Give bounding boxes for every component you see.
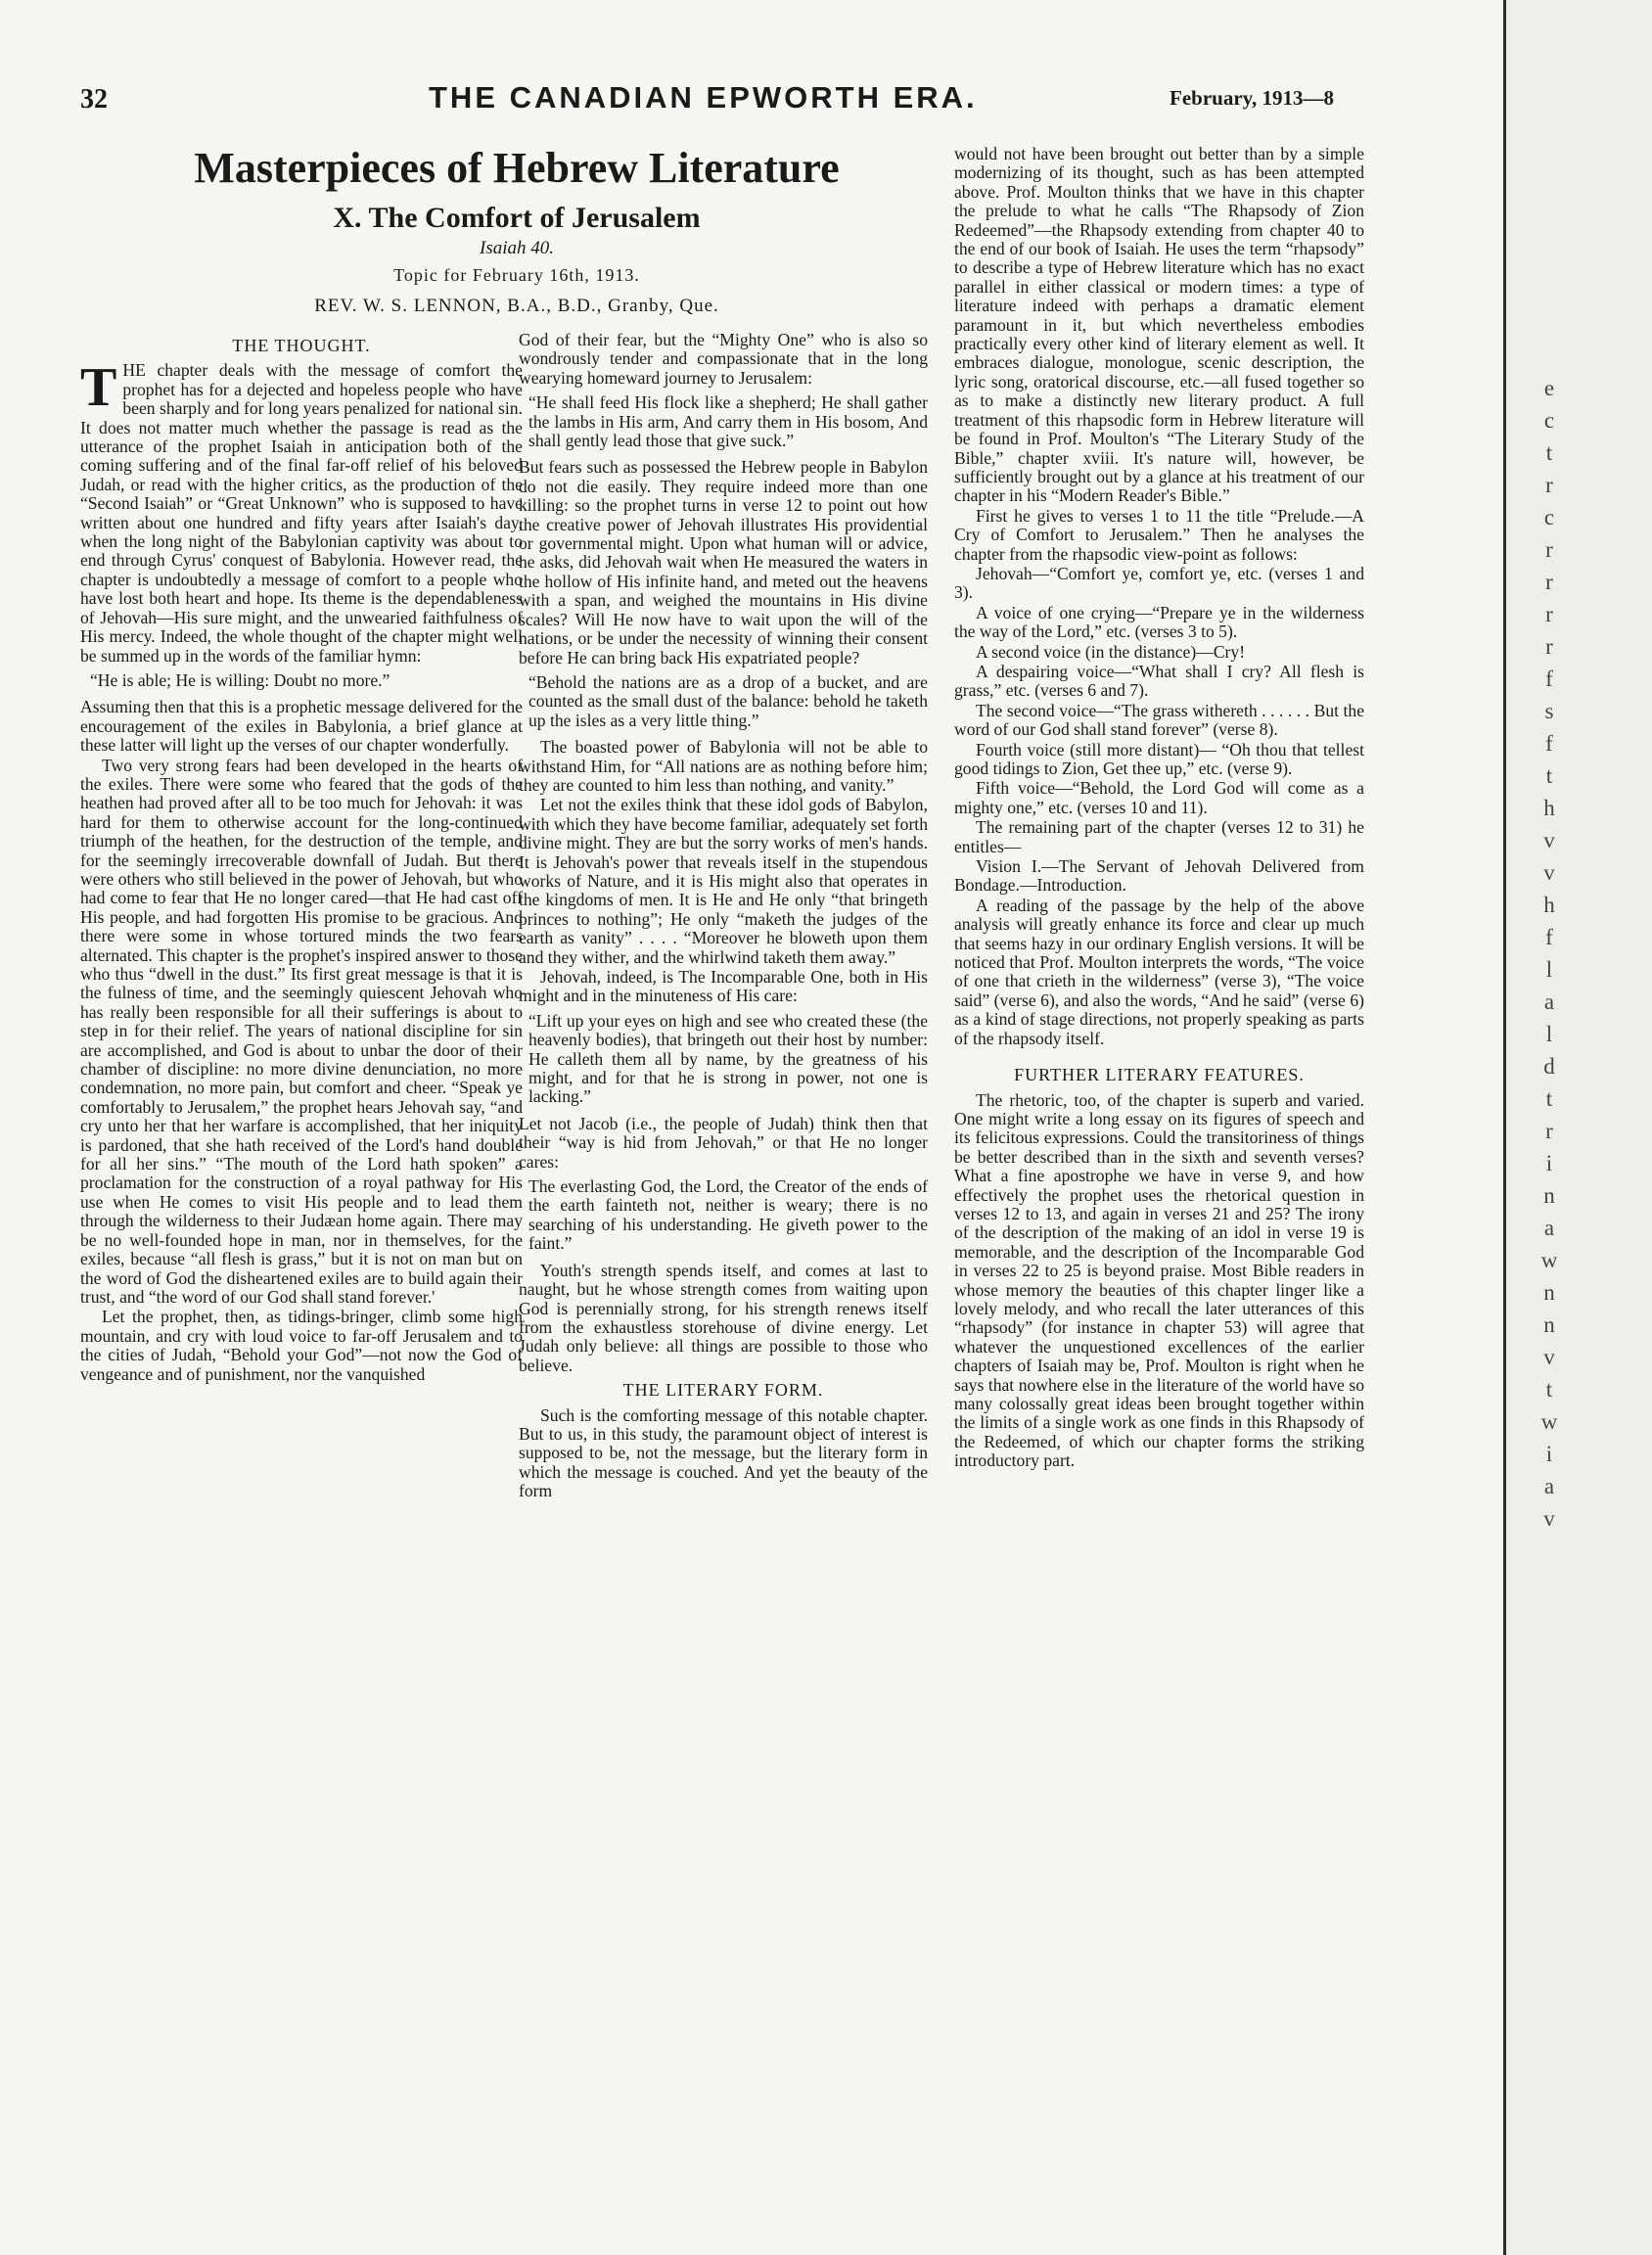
topic-line: Topic for February 16th, 1913. <box>393 265 640 285</box>
facing-page-letters: e c t r c r r r r f s f t h v v h f l a l d t r i n a w n n v t w i a v <box>1540 376 1558 1531</box>
quote-text: “Behold the nations are as a drop of a bucket, and are counted as the small dust of the balance: behold he taketh up the isles as a very little thing.” <box>528 671 928 730</box>
hymn-quote <box>80 671 523 690</box>
paragraph: Jehovah, indeed, is The Incomparable One, both in His might and in the minuteness of His care: <box>519 967 928 1006</box>
scripture-quote <box>519 673 928 730</box>
paragraph: But fears such as possessed the Hebrew people in Babylon do not die easily. They require indeed more than one killing: so the prophet turns in verse 12 to point out how the creative power of Jehovah illustrates His providential or governmental might. Upon what human will or advice, he asks, did Jehovah wait when He measured the waters in the hollow of His infinite hand, and meted out the heavens with a span, and weighed the mountains in His divine scales? Will He now have to wait upon the will of the nations, or be under the necessity of winning their consent before He can bring back His expatriated people? <box>519 457 928 667</box>
section-heading-further-features: FURTHER LITERARY FEATURES. <box>1014 1065 1305 1085</box>
analysis-line: A second voice (in the distance)—Cry! <box>976 641 1246 662</box>
analysis-line: A despairing voice—“What shall I cry? All flesh is grass,” etc. (verses 6 and 7). <box>954 661 1364 701</box>
paragraph: The boasted power of Babylonia will not be able to withstand Him, for “All nations are as nothing before him; they are counted to him less than nothing, and vanity.” <box>519 737 928 795</box>
section-heading-literary-form: THE LITERARY FORM. <box>622 1380 824 1401</box>
section-heading-thought: THE THOUGHT. <box>232 336 371 355</box>
issue-date: February, 1913—8 <box>1170 86 1334 110</box>
page-number: 32 <box>80 84 108 115</box>
scripture-quote <box>519 393 928 450</box>
scripture-quote <box>519 1177 928 1254</box>
quote-text: “He shall feed His flock like a shepherd; He shall gather the lambs in His arm, And carry them in His bosom, And shall gently lead those that give suck.” <box>528 392 928 451</box>
paragraph: Such is the comforting message of this notable chapter. But to us, in this study, the paramount object of interest is supposed to be, not the message, but the literary form in which the message is couched. And yet the beauty of the form <box>519 1404 928 1501</box>
author-line: REV. W. S. LENNON, B.A., B.D., Granby, Que. <box>314 296 719 316</box>
paragraph <box>80 357 523 666</box>
analysis-line: A voice of one crying—“Prepare ye in the wilderness the way of the Lord,” etc. (verses 3 to 5). <box>954 602 1364 642</box>
column-3 <box>954 145 1364 1472</box>
paragraph: Two very strong fears had been developed in the hearts of the exiles. There were some who feared that the gods of the heathen had proved after all to be too much for Jehovah: it was hard for them to otherwise account for the long-continued triumph of the heathen, for the destruction of the temple, and for the seemingly irrecoverable downfall of Judah. But there were others who still believed in the power of Jehovah, but who had come to fear that He no longer cared—that He had cast off His people, and had forgotten His promise to be gracious. And there were some in whose tortured minds the two fears alternated. This chapter is the prophet's inspired answer to those who thus “dwell in the dust.” Its first great message is that it is the fulness of time, and the seemingly quiescent Jehovah who has really been responsible for all their sufferings is about to step in for their relief. The years of national discipline for sin are accomplished, and God is about to unbar the door of their chamber of discipline: no more divine denunciation, no more condemnation, no more pain, but comfort and cheer. “Speak ye comfortably to Jerusalem,” the prophet hears Jehovah say, “and cry unto her that her warfare is accomplished, that her iniquity is pardoned, that she hath received of the Lord's hand double for all her sins.” “The mouth of the Lord hath spoken” a proclamation for the construction of a royal pathway for His use when He comes to visit His people and to lead them through the wilderness to their Judæan home again. There may be no well-founded hope in man, nor in themselves, for the exiles, because “all flesh is grass,” but it is not on man but on the word of God the disheartened exiles are to build again their trust, and “the word of our God shall stand forever.' <box>80 755 523 1307</box>
paragraph: Let the prophet, then, as tidings-bringer, climb some high mountain, and cry with loud voice to far-off Jerusalem and to the cities of Judah, “Behold your God”—not now the God of vengeance and of punishment, nor the vanquished <box>80 1307 523 1384</box>
journal-title: THE CANADIAN EPWORTH ERA. <box>429 80 978 115</box>
column-2 <box>519 331 928 1502</box>
paragraph: The remaining part of the chapter (verses 12 to 31) he entitles— <box>954 817 1364 856</box>
running-header <box>80 80 1353 123</box>
paragraph: First he gives to verses 1 to 11 the title “Prelude.—A Cry of Comfort to Jerusalem.” Then he analyses the chapter from the rhapsodic view-point as follows: <box>954 505 1364 564</box>
analysis-line: Fourth voice (still more distant)— “Oh thou that tellest good tidings to Zion, Get thee up,” etc. (verse 9). <box>954 739 1364 778</box>
analysis-line: Fifth voice—“Behold, the Lord God will come as a mighty one,” etc. (verses 10 and 11). <box>954 778 1364 817</box>
paragraph-text: HE chapter deals with the message of comfort the prophet has for a dejected and hopeless people who have been sharply and for long years penalized for national sin. It does not matter much whether the passage is read as the utterance of the prophet Isaiah in anticipation both of the coming suffering and of the final far-off relief of his beloved Judah, or read with the higher critics, as the production of the “Second Isaiah” or “Great Unknown” who is supposed to have written about one hundred and fifty years after Isaiah's day, when the long night of the Babylonian captivity was about to end through Cyrus' conquest of Babylonia. However read, the chapter is undoubtedly a message of comfort to a people who have lost both heart and hope. Its theme is the dependableness of Jehovah—His sure might, and the unwearied faithfulness of His mercy. Indeed, the whole thought of the chapter might well be summed up in the words of the familiar hymn: <box>80 360 523 666</box>
paragraph: Vision I.—The Servant of Jehovah Delivered from Bondage.—Introduction. <box>954 856 1364 896</box>
scripture-quote <box>519 1012 928 1107</box>
paragraph: Assuming then that this is a prophetic message delivered for the encouragement of the exiles in Babylonia, a brief glance at these latter will light up the verses of our chapter wonderfully. <box>80 697 523 756</box>
article-title: Masterpieces of Hebrew Literature <box>194 144 840 192</box>
facing-page-edge <box>1503 0 1652 2255</box>
scripture-reference: Isaiah 40. <box>480 238 554 258</box>
paragraph: Let not the exiles think that these idol gods of Babylon, with which they have become familiar, adequately set forth divine might. They are but the sorry works of men's hands. It is Jehovah's power that reveals itself in the stupendous works of Nature, and it is His might also that operates in the kingdoms of men. It is He and He only “that bringeth princes to nothing”; He only “maketh the judges of the earth as vanity” . . . . “Moreover he bloweth upon them and they wither, and the whirlwind taketh them away.” <box>519 795 928 967</box>
column-1 <box>80 331 523 1385</box>
analysis-line: The second voice—“The grass withereth . . . . . . But the word of our God shall stand forever” (verse 8). <box>954 700 1364 740</box>
quote-text: “Lift up your eyes on high and see who created these (the heavenly bodies), that bringeth out their host by number: He calleth them all by name, by the greatness of his might, and for that he is strong in power, not one is lacking.” <box>528 1010 928 1107</box>
article-subtitle: X. The Comfort of Jerusalem <box>333 202 701 234</box>
paragraph: Youth's strength spends itself, and comes at last to naught, but he whose strength comes from waiting upon God is perennially strong, for his strength renews itself from the exhaustless storehouse of divine energy. Let Judah only believe: all things are possible to those who believe. <box>519 1260 928 1375</box>
hymn-text: “He is able; He is willing: Doubt no more.” <box>90 669 390 690</box>
paragraph: would not have been brought out better than by a simple modernizing of its thought, such as has been attempted above. Prof. Moulton thinks that we have in this chapter the prelude to what he calls “The Rhapsody of Zion Redeemed”—the Rhapsody extending from chapter 40 to the end of our book of Isaiah. He uses the term “rhapsody” to describe a type of Hebrew literature which has no exact parallel in either classical or modern times: a type of literature indeed with perhaps a dramatic element paramount in it, but which nevertheless embodies practically every other kind of literary element as well. It embraces dialogue, monologue, scenic description, the lyric song, oratorical discourse, etc.—all fused together so as to make a distinctly new literary product. A full treatment of this rhapsodic form in Hebrew literature will be found in Prof. Moulton's “The Literary Study of the Bible,” chapter xviii. It's nature will, however, be sufficiently brought out by a glance at his treatment of our chapter in his “Modern Reader's Bible.” <box>954 144 1364 506</box>
paragraph: The rhetoric, too, of the chapter is superb and varied. One might write a long essay on its figures of speech and its felicitous expressions. Could the transitoriness of things be better described than in the sixth and seventh verses? What a fine apostrophe we have in verse 9, and how effectively the prophet uses the rhetorical question in verses 12 to 13, and again in verses 21 and 25? The irony of the description of the making of an idol in verse 19 is memorable, and the description of the Incomparable God in verses 22 to 25 is beyond praise. Most Bible readers in whose memory the beauties of this chapter linger like a lovely melody, and who recall the later utterances of this “rhapsody” (for instance in chapter 53) will agree that whatever the unquestioned excellences of the earlier chapters of Isaiah may be, Prof. Moulton is right when he says that nowhere else in the literature of the world have so many colossally great ideas been brought together within the limits of a single work as one finds in this Rhapsody of the Redeemed, of which our chapter forms the striking introductory part. <box>954 1089 1364 1471</box>
paragraph: A reading of the passage by the help of the above analysis will greatly enhance its force and clear up much that seems hazy in our ordinary English versions. It will be noticed that Prof. Moulton interprets the words, “The voice of one that crieth in the wilderness” (verse 3), “The voice said” (verse 6), and also the words, “And he said” (verse 6) as a kind of stage directions, not properly speaking as parts of the rhapsody itself. <box>954 895 1364 1048</box>
paragraph: God of their fear, but the “Mighty One” who is also so wondrously tender and compassionate that in the long wearying homeward journey to Jerusalem: <box>519 330 928 388</box>
analysis-line: Jehovah—“Comfort ye, comfort ye, etc. (verses 1 and 3). <box>954 563 1364 603</box>
drop-cap: T <box>80 357 117 419</box>
quote-text: The everlasting God, the Lord, the Creator of the ends of the earth fainteth not, neither is weary; there is no searching of his understanding. He giveth power to the faint.” <box>528 1176 928 1254</box>
paragraph: Let not Jacob (i.e., the people of Judah) think then that their “way is hid from Jehovah,” or that He no longer cares: <box>519 1113 928 1172</box>
